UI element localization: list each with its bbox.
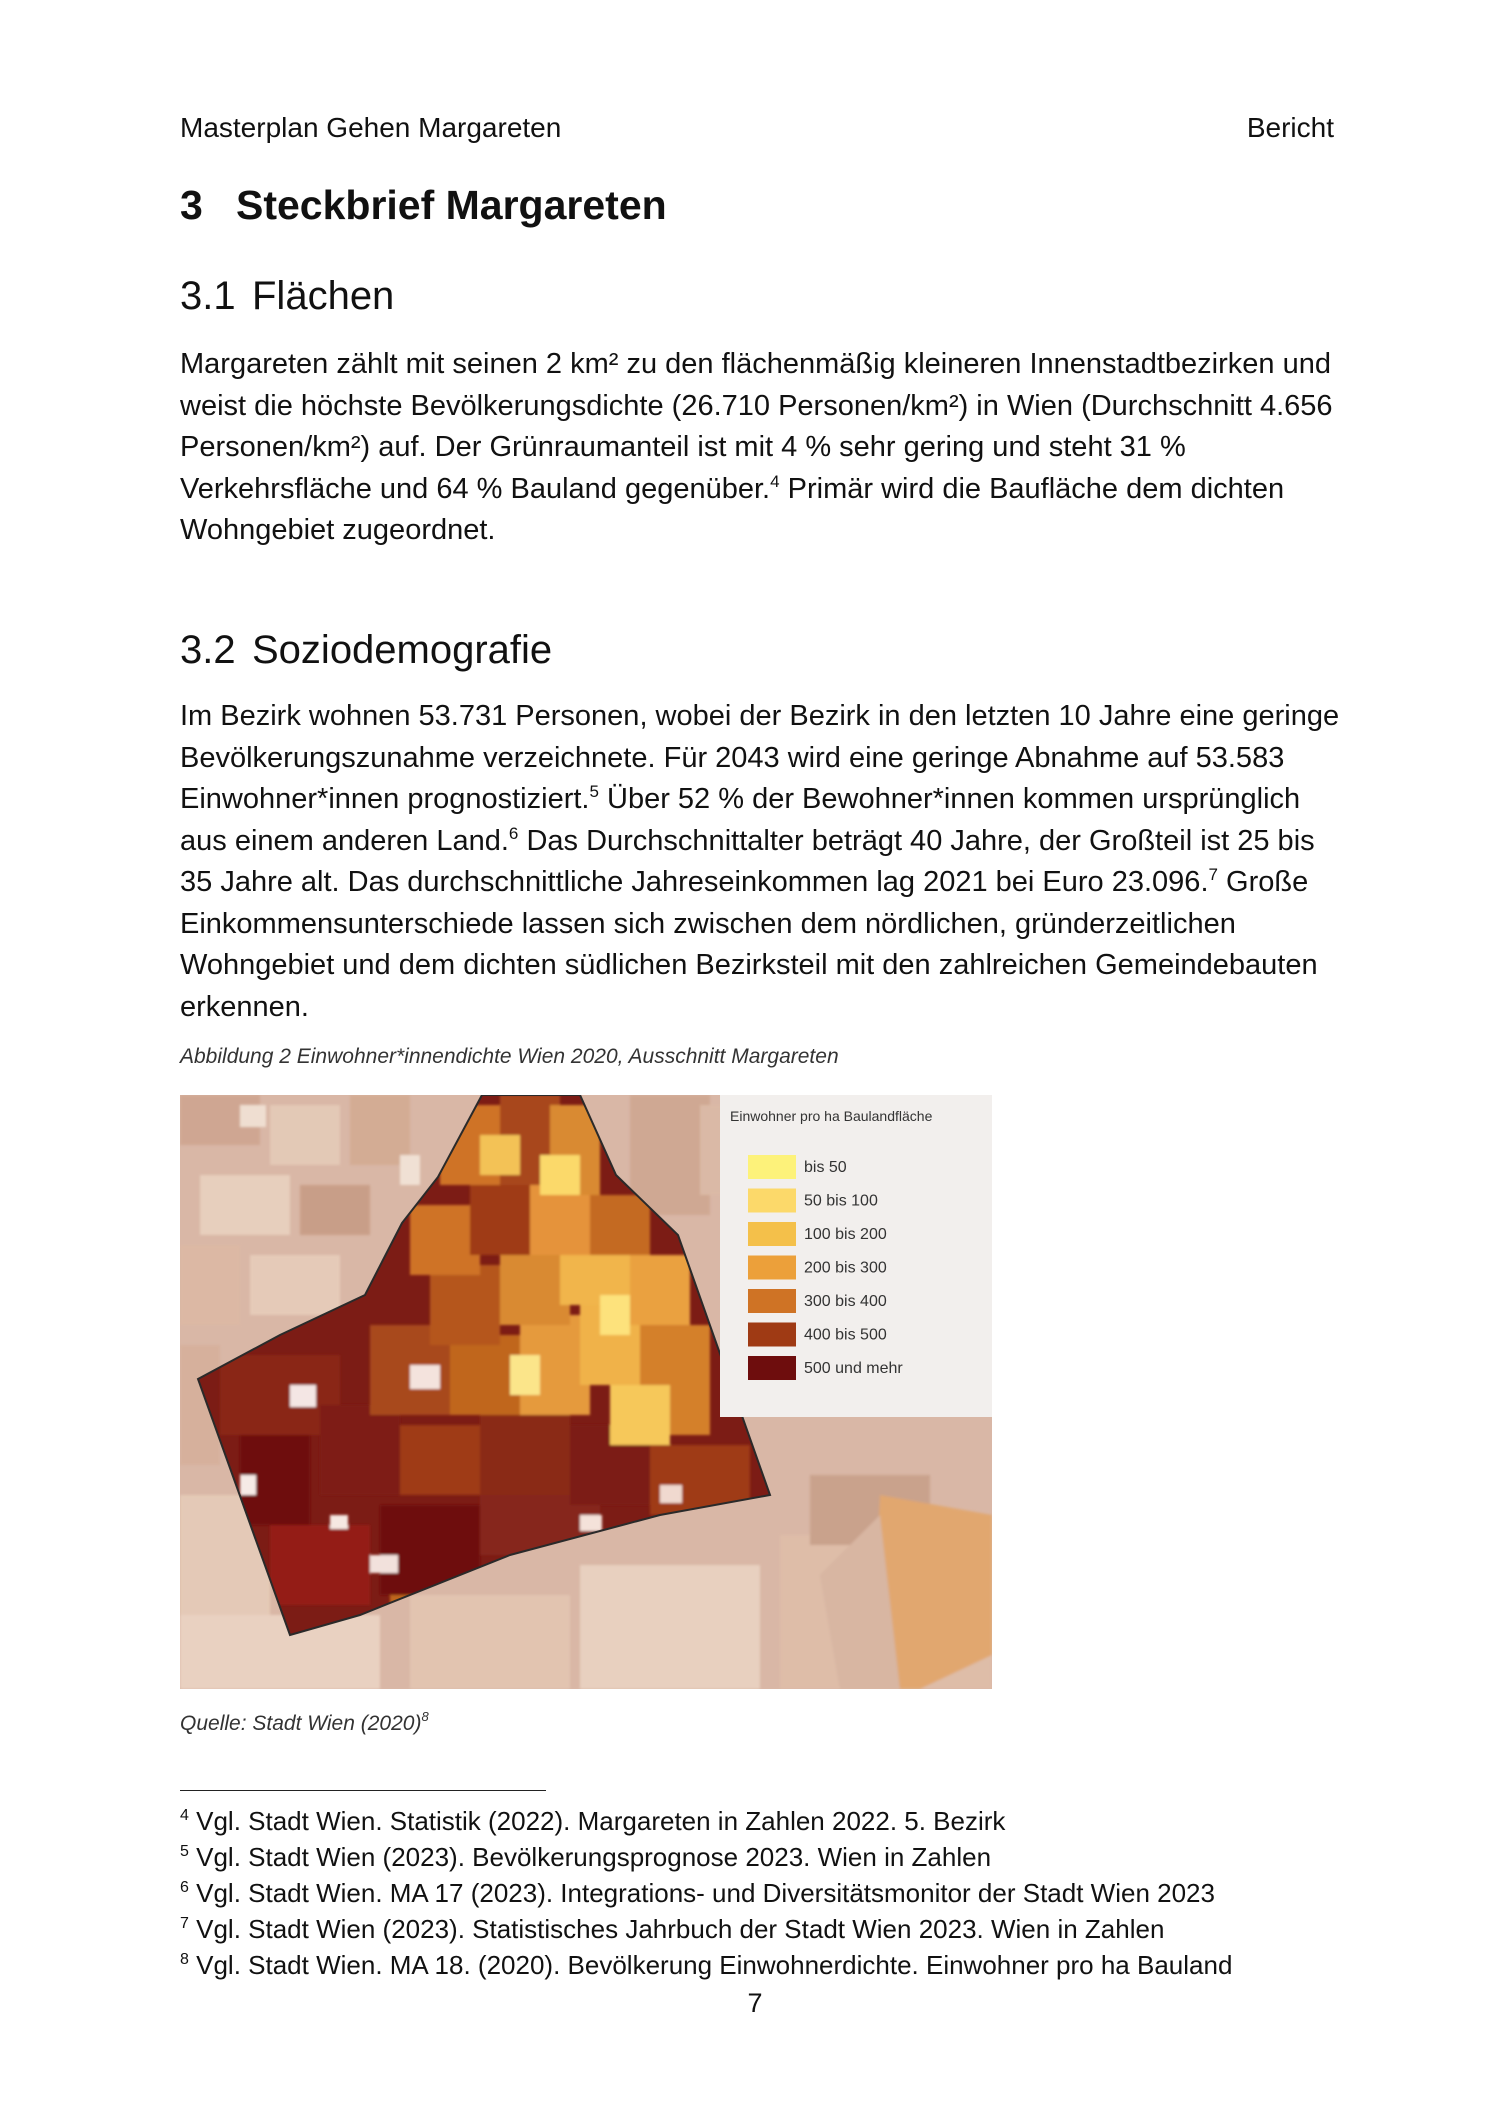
paragraph-soziodemografie <box>180 696 1340 1028</box>
map-legend <box>720 1095 992 1417</box>
legend-label: 400 bis 500 <box>804 1326 887 1344</box>
footnote-ref: 4 <box>770 471 780 491</box>
running-header-section: Bericht <box>1246 112 1334 143</box>
page-number: 7 <box>747 1988 763 2018</box>
footnote <box>180 1914 1164 1945</box>
figure-caption: Abbildung 2 Einwohner*innendichte Wien 2020, Ausschnitt Margareten <box>180 1045 839 1068</box>
section-number: 3.1 <box>180 274 236 318</box>
footnote-number: 4 <box>180 1807 189 1824</box>
footnote-text: Vgl. Stadt Wien. Statistik (2022). Margareten in Zahlen 2022. 5. Bezirk <box>188 1806 1006 1836</box>
legend-swatch <box>748 1222 796 1246</box>
legend-label: bis 50 <box>804 1159 847 1176</box>
text-run: Margareten zählt mit seinen 2 km² zu den flächenmäßig kleineren Innenstadtbezirken und weist die höchste Bevölkerungsdichte (26.710 Personen/km²) in Wien (Durchschnitt 4.656 Personen/km²) auf. Der Grünraumanteil ist mit 4 % sehr gering und steht 31 % Verkehrsfläche und 64 % Bauland gegenüber. <box>180 348 1333 505</box>
running-header-title: Masterplan Gehen Margareten <box>180 112 562 143</box>
footnote-ref: 5 <box>589 782 599 801</box>
legend-swatch <box>748 1323 796 1347</box>
density-map <box>180 1095 992 1689</box>
footnote-text: Vgl. Stadt Wien. MA 17 (2023). Integrations- und Diversitätsmonitor der Stadt Wien 2023 <box>188 1878 1215 1908</box>
section-heading-soziodemografie <box>180 628 552 673</box>
paragraph-flaechen <box>180 344 1340 552</box>
footnote <box>180 1950 1232 1981</box>
footnote-text: Vgl. Stadt Wien. MA 18. (2020). Bevölkerung Einwohnerdichte. Einwohner pro ha Bauland <box>188 1950 1233 1980</box>
legend-label: 100 bis 200 <box>804 1226 887 1243</box>
section-title: Soziodemografie <box>252 628 553 672</box>
figure-source <box>180 1709 429 1736</box>
source-text: Quelle: Stadt Wien (2020) <box>180 1712 422 1735</box>
footnote-ref: 6 <box>508 823 519 843</box>
footnote-ref: 8 <box>421 1709 429 1724</box>
chapter-heading <box>180 182 667 229</box>
text-run: Über 52 % der Bewohner*innen kommen ursprünglich aus einem anderen Land. <box>180 783 1301 857</box>
chapter-number: 3 <box>180 182 203 228</box>
legend-label: 300 bis 400 <box>804 1293 887 1310</box>
legend-swatch <box>748 1356 796 1380</box>
text-run: Primär wird die Baufläche dem dichten Wohngebiet zugeordnet. <box>180 472 1285 546</box>
legend-label: 50 bis 100 <box>804 1192 878 1210</box>
footnote <box>180 1842 991 1873</box>
text-run: Das Durchschnittalter beträgt 40 Jahre, der Großteil ist 25 bis 35 Jahre alt. Das durchschnittliche Jahreseinkommen lag 2021 bei Euro 23.096. <box>180 824 1315 898</box>
legend-title: Einwohner pro ha Baulandfläche <box>730 1108 933 1124</box>
legend-label: 500 und mehr <box>804 1360 903 1377</box>
legend-swatch <box>748 1155 796 1179</box>
footnote-text: Vgl. Stadt Wien (2023). Statistisches Jahrbuch der Stadt Wien 2023. Wien in Zahlen <box>188 1914 1165 1944</box>
legend-swatch <box>748 1289 796 1313</box>
footnote-ref: 7 <box>1208 865 1218 884</box>
footnote-separator <box>180 1790 546 1791</box>
footnote <box>180 1806 1005 1837</box>
chapter-title: Steckbrief Margareten <box>236 182 667 228</box>
legend-swatch <box>748 1189 796 1213</box>
footnote <box>180 1878 1215 1909</box>
footnote-number: 5 <box>180 1843 189 1860</box>
section-heading-flaechen <box>180 274 394 319</box>
footnote-number: 7 <box>180 1915 189 1932</box>
text-run: Große Einkommensunterschiede lassen sich zwischen dem nördlichen, gründerzeitlichen Wohngebiet und dem dichten südlichen Bezirksteil mit den zahlreichen Gemeindebauten erkennen. <box>180 866 1318 1023</box>
footnote-number: 8 <box>180 1951 189 1968</box>
legend-label: 200 bis 300 <box>804 1259 887 1277</box>
section-number: 3.2 <box>180 628 236 672</box>
text-run: Im Bezirk wohnen 53.731 Personen, wobei der Bezirk in den letzten 10 Jahre eine geringe Bevölkerungszunahme verzeichnete. Für 2043 wird eine geringe Abnahme auf 53.583 Einwohner*innen prognostiziert. <box>180 700 1340 815</box>
legend-swatch <box>748 1256 796 1280</box>
footnote-text: Vgl. Stadt Wien (2023). Bevölkerungsprognose 2023. Wien in Zahlen <box>188 1842 992 1872</box>
footnote-number: 6 <box>180 1879 189 1896</box>
section-title: Flächen <box>252 274 395 318</box>
